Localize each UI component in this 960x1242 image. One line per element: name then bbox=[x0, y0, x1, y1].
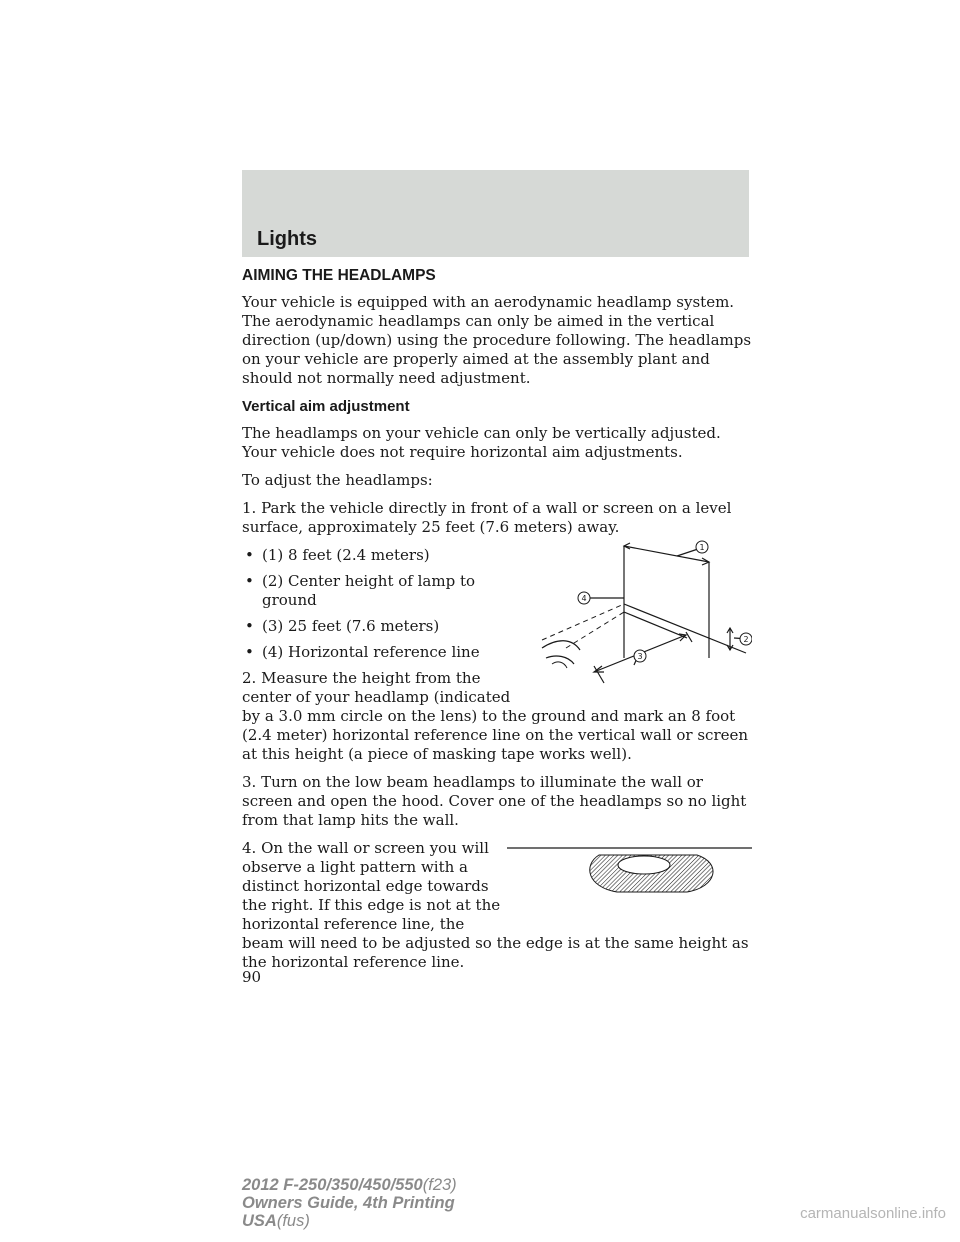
callout-1: 1 bbox=[699, 543, 705, 552]
callout-3: 3 bbox=[637, 652, 643, 661]
section-title: Lights bbox=[257, 228, 317, 250]
bullet-dot: • bbox=[245, 572, 254, 590]
heading-aiming-headlamps: AIMING THE HEADLAMPS bbox=[242, 267, 436, 284]
to-adjust-label: To adjust the headlamps: bbox=[242, 471, 433, 489]
footer-model-code: (f23) bbox=[422, 1176, 457, 1194]
page-number: 90 bbox=[242, 968, 262, 986]
footer-guide: Owners Guide, 4th Printing bbox=[242, 1194, 455, 1212]
page-content bbox=[242, 266, 752, 981]
footer-region: USA bbox=[242, 1212, 277, 1230]
vertical-aim-paragraph: The headlamps on your vehicle can only be vertically adjusted. Your vehicle does not require horizontal aim adjustments. bbox=[242, 424, 721, 461]
footer-region-code: (fus) bbox=[276, 1212, 310, 1230]
step-3: 3. Turn on the low beam headlamps to illuminate the wall or screen and open the hood. Cover one of the headlamps so no light from that lamp hits the wall. bbox=[242, 773, 747, 829]
aim-setup-diagram bbox=[512, 538, 752, 698]
bullet-item: • (3) 25 feet (7.6 meters) bbox=[245, 617, 440, 635]
callout-4: 4 bbox=[581, 594, 587, 603]
callout-2: 2 bbox=[743, 635, 749, 644]
intro-paragraph: Your vehicle is equipped with an aerodynamic headlamp system. The aerodynamic headlamps can only be aimed in the vertical direction (up/down) using the procedure following. The headlamps on your vehicle are properly aimed at the assembly plant and should not normally need adjustment. bbox=[242, 293, 752, 387]
step-1: 1. Park the vehicle directly in front of a wall or screen on a level surface, approximately 25 feet (7.6 meters) away. bbox=[242, 499, 732, 536]
bullet-item: • (1) 8 feet (2.4 meters) bbox=[245, 546, 430, 564]
watermark: carmanualsonline.info bbox=[800, 1205, 946, 1222]
bullet-item: • (2) Center height of lamp to ground bbox=[245, 572, 476, 609]
light-pattern-diagram bbox=[507, 843, 752, 923]
heading-vertical-aim: Vertical aim adjustment bbox=[242, 398, 410, 415]
step-4: 4. On the wall or screen you will observe a light pattern with a distinct horizontal edge towards the right. If this edge is not at the horizontal reference line, the beam will need to be adjusted so the edge is at the same height as the horizontal reference line. bbox=[242, 839, 749, 971]
bullet-dot: • bbox=[245, 617, 254, 635]
bullet-dot: • bbox=[245, 643, 254, 661]
footer-edition bbox=[242, 1176, 457, 1230]
bullet-item: • (4) Horizontal reference line bbox=[245, 643, 480, 661]
bullet-dot: • bbox=[245, 546, 254, 564]
section-header-band bbox=[242, 170, 749, 257]
footer-model: 2012 F-250/350/450/550 bbox=[242, 1176, 423, 1194]
step-2: 2. Measure the height from the center of your headlamp (indicated by a 3.0 mm circle on the lens) to the ground and mark an 8 foot (2.4 meter) horizontal reference line on the vertical wall or screen at this height (a piece of masking tape works well). bbox=[242, 669, 749, 763]
